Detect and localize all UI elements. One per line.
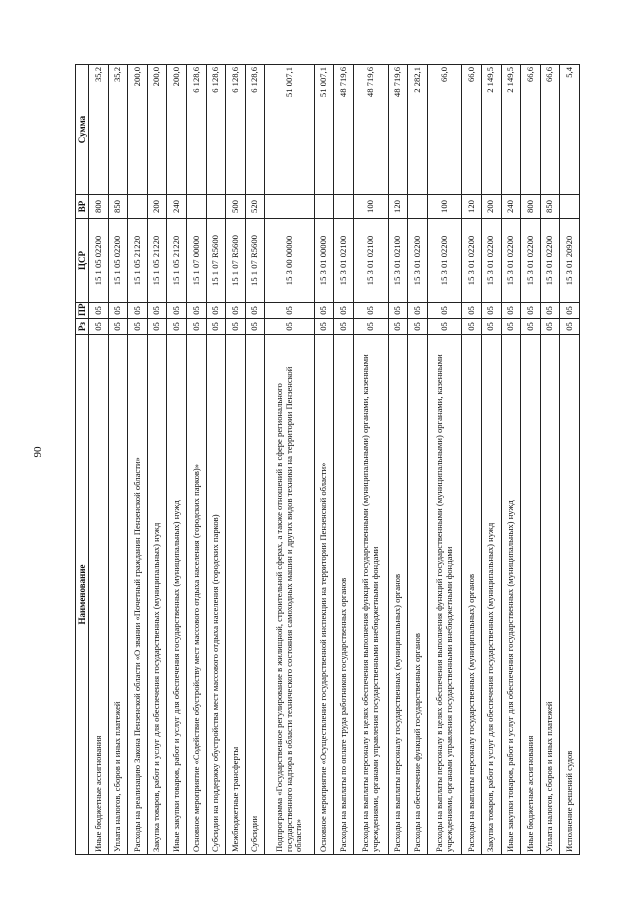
- cell-csr: 15 3 01 02100: [388, 219, 408, 303]
- table-row: [501, 65, 521, 855]
- cell-csr: 15 1 05 21220: [147, 219, 167, 303]
- cell-name: Закупка товаров, работ и услуг для обеспечения государственных (муниципальных) нужд: [147, 335, 167, 855]
- table-row: [560, 65, 580, 855]
- cell-vr: [265, 195, 314, 219]
- cell-pr: 05: [128, 303, 148, 319]
- cell-pr: 05: [408, 303, 428, 319]
- budget-table: [75, 64, 580, 855]
- cell-csr: 15 3 00 00000: [265, 219, 314, 303]
- cell-rz: 05: [245, 319, 265, 335]
- cell-rz: 05: [462, 319, 482, 335]
- cell-csr: 15 3 01 02100: [334, 219, 354, 303]
- cell-pr: 05: [560, 303, 580, 319]
- table-row: [89, 65, 109, 855]
- cell-vr: 200: [147, 195, 167, 219]
- header-rz: Рз: [76, 319, 89, 335]
- cell-rz: 05: [427, 319, 462, 335]
- cell-csr: 15 3 01 02200: [462, 219, 482, 303]
- cell-name: Межбюджетные трансферты: [226, 335, 246, 855]
- cell-csr: 15 3 01 02200: [408, 219, 428, 303]
- cell-sum: 200,0: [128, 65, 148, 195]
- cell-csr: 15 1 07 R5600: [245, 219, 265, 303]
- cell-vr: 800: [521, 195, 541, 219]
- cell-vr: [408, 195, 428, 219]
- cell-csr: 15 1 05 21220: [167, 219, 187, 303]
- cell-rz: 05: [265, 319, 314, 335]
- cell-sum: 200,0: [167, 65, 187, 195]
- table-row: [187, 65, 207, 855]
- cell-csr: 15 1 05 02200: [108, 219, 128, 303]
- table-row: [521, 65, 541, 855]
- cell-csr: 15 3 01 20920: [560, 219, 580, 303]
- cell-pr: 05: [187, 303, 207, 319]
- cell-pr: 05: [314, 303, 334, 319]
- cell-name: Субсидии на поддержку обустройства мест массового отдыха населения (городских парков): [206, 335, 226, 855]
- table-row: [245, 65, 265, 855]
- cell-rz: 05: [89, 319, 109, 335]
- cell-rz: 05: [354, 319, 389, 335]
- cell-sum: 66,6: [540, 65, 560, 195]
- table-row: [167, 65, 187, 855]
- cell-sum: 200,0: [147, 65, 167, 195]
- cell-pr: 05: [481, 303, 501, 319]
- table-header-row: [76, 65, 89, 855]
- cell-vr: [206, 195, 226, 219]
- cell-name: Основное мероприятие «Осуществление государственной инспекции на территории Пензенской области»: [314, 335, 334, 855]
- cell-pr: 05: [108, 303, 128, 319]
- cell-vr: 240: [501, 195, 521, 219]
- table-row: [354, 65, 389, 855]
- table-row: [265, 65, 314, 855]
- cell-name: Расходы на реализацию Закона Пензенской области «О звании «Почетный гражданин Пензенской области»: [128, 335, 148, 855]
- header-name: Наименование: [76, 335, 89, 855]
- cell-vr: 500: [226, 195, 246, 219]
- cell-csr: 15 3 01 02200: [427, 219, 462, 303]
- cell-sum: 2 149,5: [481, 65, 501, 195]
- table-row: [206, 65, 226, 855]
- cell-vr: 850: [108, 195, 128, 219]
- cell-rz: 05: [388, 319, 408, 335]
- cell-name: Подпрограмма «Государственное регулирование в жилищной, строительной сферах, а также отношений в сфере регионального государственного надзора в области технического состояния самоходных машин и других видов техники на территории Пензенской области»: [265, 335, 314, 855]
- cell-rz: 05: [521, 319, 541, 335]
- table-row: [128, 65, 148, 855]
- page-number: 90: [32, 446, 44, 458]
- cell-pr: 05: [89, 303, 109, 319]
- cell-vr: 100: [354, 195, 389, 219]
- cell-name: Иные закупки товаров, работ и услуг для обеспечения государственных (муниципальных) нужд: [167, 335, 187, 855]
- cell-sum: 35,2: [108, 65, 128, 195]
- cell-vr: [334, 195, 354, 219]
- cell-rz: 05: [481, 319, 501, 335]
- cell-csr: 15 3 01 02200: [481, 219, 501, 303]
- cell-pr: 05: [354, 303, 389, 319]
- table-row: [481, 65, 501, 855]
- cell-rz: 05: [128, 319, 148, 335]
- cell-sum: 48 719,6: [334, 65, 354, 195]
- table-row: [147, 65, 167, 855]
- cell-vr: [187, 195, 207, 219]
- cell-vr: 120: [462, 195, 482, 219]
- cell-name: Иные бюджетные ассигнования: [521, 335, 541, 855]
- cell-name: Расходы на обеспечение функций государственных органов: [408, 335, 428, 855]
- table-row: [314, 65, 334, 855]
- cell-csr: 15 3 01 00000: [314, 219, 334, 303]
- cell-rz: 05: [187, 319, 207, 335]
- header-sum: Сумма: [76, 65, 89, 195]
- cell-sum: 6 128,6: [245, 65, 265, 195]
- cell-name: Расходы на выплаты персоналу в целях обеспечения выполнения функций государственными (муниципальными) органами, казенными учреждениями, органами управления государственными внебюджетными фондами: [354, 335, 389, 855]
- cell-name: Исполнение решений судов: [560, 335, 580, 855]
- cell-pr: 05: [427, 303, 462, 319]
- table-row: [427, 65, 462, 855]
- cell-pr: 05: [245, 303, 265, 319]
- cell-pr: 05: [540, 303, 560, 319]
- cell-rz: 05: [408, 319, 428, 335]
- cell-sum: 66,0: [462, 65, 482, 195]
- cell-name: Расходы на выплаты по оплате труда работников государственных органов: [334, 335, 354, 855]
- cell-csr: 15 3 01 02200: [521, 219, 541, 303]
- header-csr: ЦСР: [76, 219, 89, 303]
- cell-sum: 6 128,6: [206, 65, 226, 195]
- cell-vr: 200: [481, 195, 501, 219]
- cell-rz: 05: [334, 319, 354, 335]
- table-row: [540, 65, 560, 855]
- cell-rz: 05: [167, 319, 187, 335]
- table-row: [226, 65, 246, 855]
- table-row: [388, 65, 408, 855]
- cell-name: Субсидии: [245, 335, 265, 855]
- cell-csr: 15 1 07 R5600: [226, 219, 246, 303]
- cell-rz: 05: [147, 319, 167, 335]
- table-row: [334, 65, 354, 855]
- header-pr: ПР: [76, 303, 89, 319]
- cell-rz: 05: [560, 319, 580, 335]
- cell-vr: 120: [388, 195, 408, 219]
- cell-sum: 66,0: [427, 65, 462, 195]
- cell-name: Расходы на выплаты персоналу государственных (муниципальных) органов: [462, 335, 482, 855]
- cell-csr: 15 1 07 00000: [187, 219, 207, 303]
- table-row: [462, 65, 482, 855]
- cell-name: Закупка товаров, работ и услуг для обеспечения государственных (муниципальных) нужд: [481, 335, 501, 855]
- cell-vr: [314, 195, 334, 219]
- cell-csr: 15 3 01 02200: [501, 219, 521, 303]
- cell-name: Уплата налогов, сборов и иных платежей: [108, 335, 128, 855]
- cell-pr: 05: [334, 303, 354, 319]
- cell-pr: 05: [265, 303, 314, 319]
- cell-csr: 15 1 05 21220: [128, 219, 148, 303]
- cell-sum: 35,2: [89, 65, 109, 195]
- cell-name: Уплата налогов, сборов и иных платежей: [540, 335, 560, 855]
- cell-pr: 05: [147, 303, 167, 319]
- cell-pr: 05: [206, 303, 226, 319]
- cell-name: Расходы на выплаты персоналу государственных (муниципальных) органов: [388, 335, 408, 855]
- cell-rz: 05: [226, 319, 246, 335]
- cell-sum: 48 719,6: [388, 65, 408, 195]
- cell-rz: 05: [501, 319, 521, 335]
- table-row: [108, 65, 128, 855]
- cell-csr: 15 3 01 02100: [354, 219, 389, 303]
- cell-vr: 240: [167, 195, 187, 219]
- cell-pr: 05: [167, 303, 187, 319]
- cell-vr: [128, 195, 148, 219]
- cell-csr: 15 1 07 R5600: [206, 219, 226, 303]
- cell-pr: 05: [226, 303, 246, 319]
- cell-sum: 2 282,1: [408, 65, 428, 195]
- cell-sum: 5,4: [560, 65, 580, 195]
- cell-vr: 520: [245, 195, 265, 219]
- cell-sum: 2 149,5: [501, 65, 521, 195]
- cell-pr: 05: [462, 303, 482, 319]
- cell-sum: 6 128,6: [187, 65, 207, 195]
- cell-rz: 05: [540, 319, 560, 335]
- cell-sum: 66,6: [521, 65, 541, 195]
- cell-pr: 05: [501, 303, 521, 319]
- cell-pr: 05: [521, 303, 541, 319]
- cell-csr: 15 1 05 02200: [89, 219, 109, 303]
- cell-rz: 05: [206, 319, 226, 335]
- cell-sum: 48 719,6: [354, 65, 389, 195]
- rotated-table-container: [75, 65, 580, 855]
- cell-sum: 51 007,1: [314, 65, 334, 195]
- header-vr: ВР: [76, 195, 89, 219]
- cell-rz: 05: [314, 319, 334, 335]
- table-row: [408, 65, 428, 855]
- cell-vr: 850: [540, 195, 560, 219]
- cell-name: Основное мероприятие «Содействие обустройству мест массового отдыха населения (городских парков)»: [187, 335, 207, 855]
- cell-sum: 51 007,1: [265, 65, 314, 195]
- cell-rz: 05: [108, 319, 128, 335]
- cell-sum: 6 128,6: [226, 65, 246, 195]
- cell-vr: 100: [427, 195, 462, 219]
- table-wrapper: [75, 65, 580, 855]
- cell-vr: 800: [89, 195, 109, 219]
- cell-name: Иные бюджетные ассигнования: [89, 335, 109, 855]
- cell-csr: 15 3 01 02200: [540, 219, 560, 303]
- cell-name: Иные закупки товаров, работ и услуг для обеспечения государственных (муниципальных) нужд: [501, 335, 521, 855]
- cell-pr: 05: [388, 303, 408, 319]
- cell-vr: [560, 195, 580, 219]
- cell-name: Расходы на выплаты персоналу в целях обеспечения выполнения функций государственными (муниципальными) органами, казенными учреждениями, органами управления государственными внебюджетными фондами: [427, 335, 462, 855]
